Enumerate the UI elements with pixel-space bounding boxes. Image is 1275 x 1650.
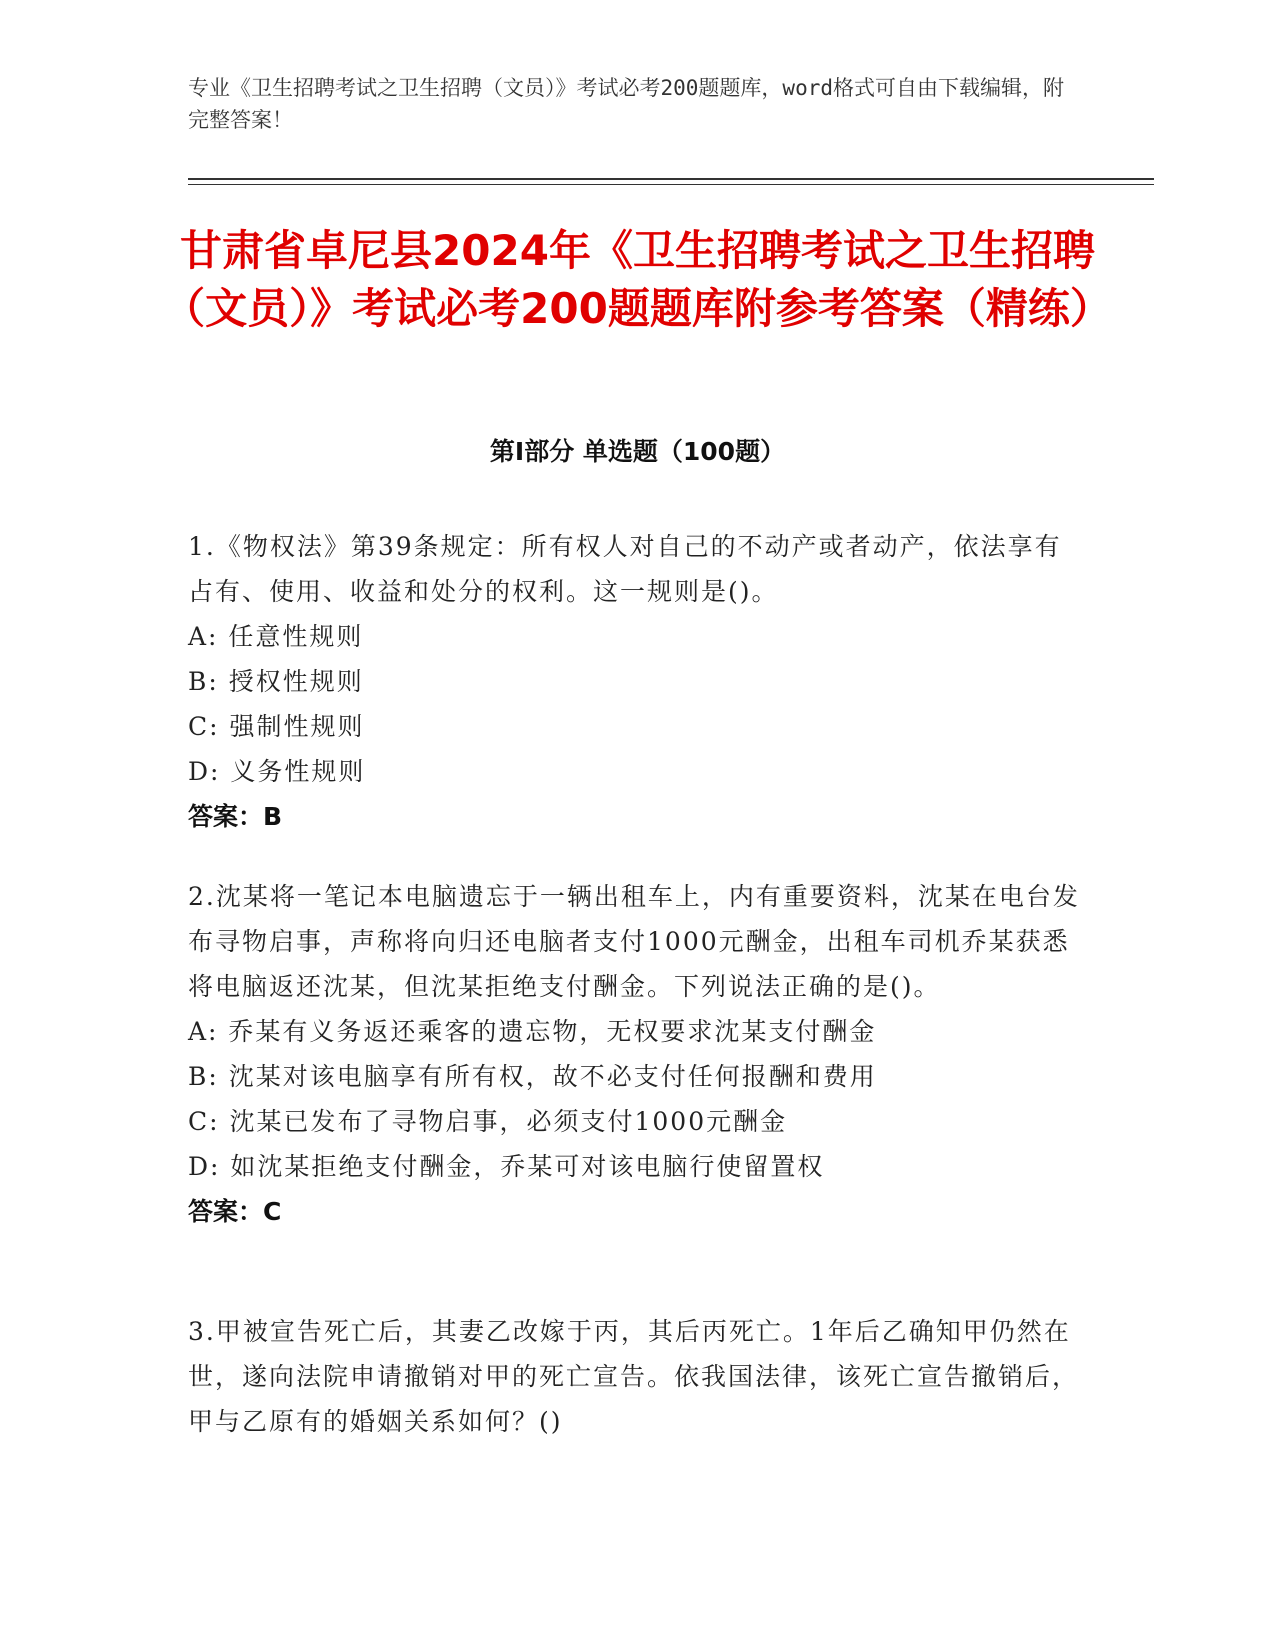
question-2: [188, 874, 1088, 1234]
question-text: 2.沈某将一笔记本电脑遗忘于一辆出租车上，内有重要资料，沈某在电台发布寻物启事，声称将向归还电脑者支付1000元酬金，出租车司机乔某获悉将电脑返还沈某，但沈某拒绝支付酬金。下列说法正确的是()。: [188, 882, 1080, 1001]
option-a: A: 乔某有义务返还乘客的遗忘物，无权要求沈某支付酬金: [188, 1017, 877, 1046]
answer: 答案：C: [188, 1197, 282, 1226]
header-divider-thick: [188, 178, 1154, 180]
option-d: D: 义务性规则: [188, 757, 366, 786]
question-text: 3.甲被宣告死亡后，其妻乙改嫁于丙，其后丙死亡。1年后乙确知甲仍然在世，遂向法院申请撤销对甲的死亡宣告。依我国法律，该死亡宣告撤销后，甲与乙原有的婚姻关系如何？(): [188, 1317, 1080, 1436]
question-text: 1.《物权法》第39条规定：所有权人对自己的不动产或者动产，依法享有占有、使用、收益和处分的权利。这一规则是()。: [188, 532, 1062, 606]
option-d: D: 如沈某拒绝支付酬金，乔某可对该电脑行使留置权: [188, 1152, 825, 1181]
option-a: A: 任意性规则: [188, 622, 364, 651]
document-title: 甘肃省卓尼县2024年《卫生招聘考试之卫生招聘（文员）》考试必考200题题库附参考答案（精练）: [163, 226, 1112, 333]
option-b: B: 沈某对该电脑享有所有权，故不必支付任何报酬和费用: [188, 1062, 877, 1091]
answer: 答案：B: [188, 802, 283, 831]
option-c: C: 沈某已发布了寻物启事，必须支付1000元酬金: [188, 1107, 788, 1136]
header-divider-thin: [188, 184, 1154, 185]
header-note: 专业《卫生招聘考试之卫生招聘（文员）》考试必考200题题库，word格式可自由下载编辑，附完整答案！: [188, 76, 1064, 132]
section-title: 第I部分 单选题（100题）: [489, 437, 786, 466]
option-c: C: 强制性规则: [188, 712, 365, 741]
question-1: [188, 524, 1088, 839]
option-b: B: 授权性规则: [188, 667, 364, 696]
question-3: [188, 1309, 1088, 1444]
